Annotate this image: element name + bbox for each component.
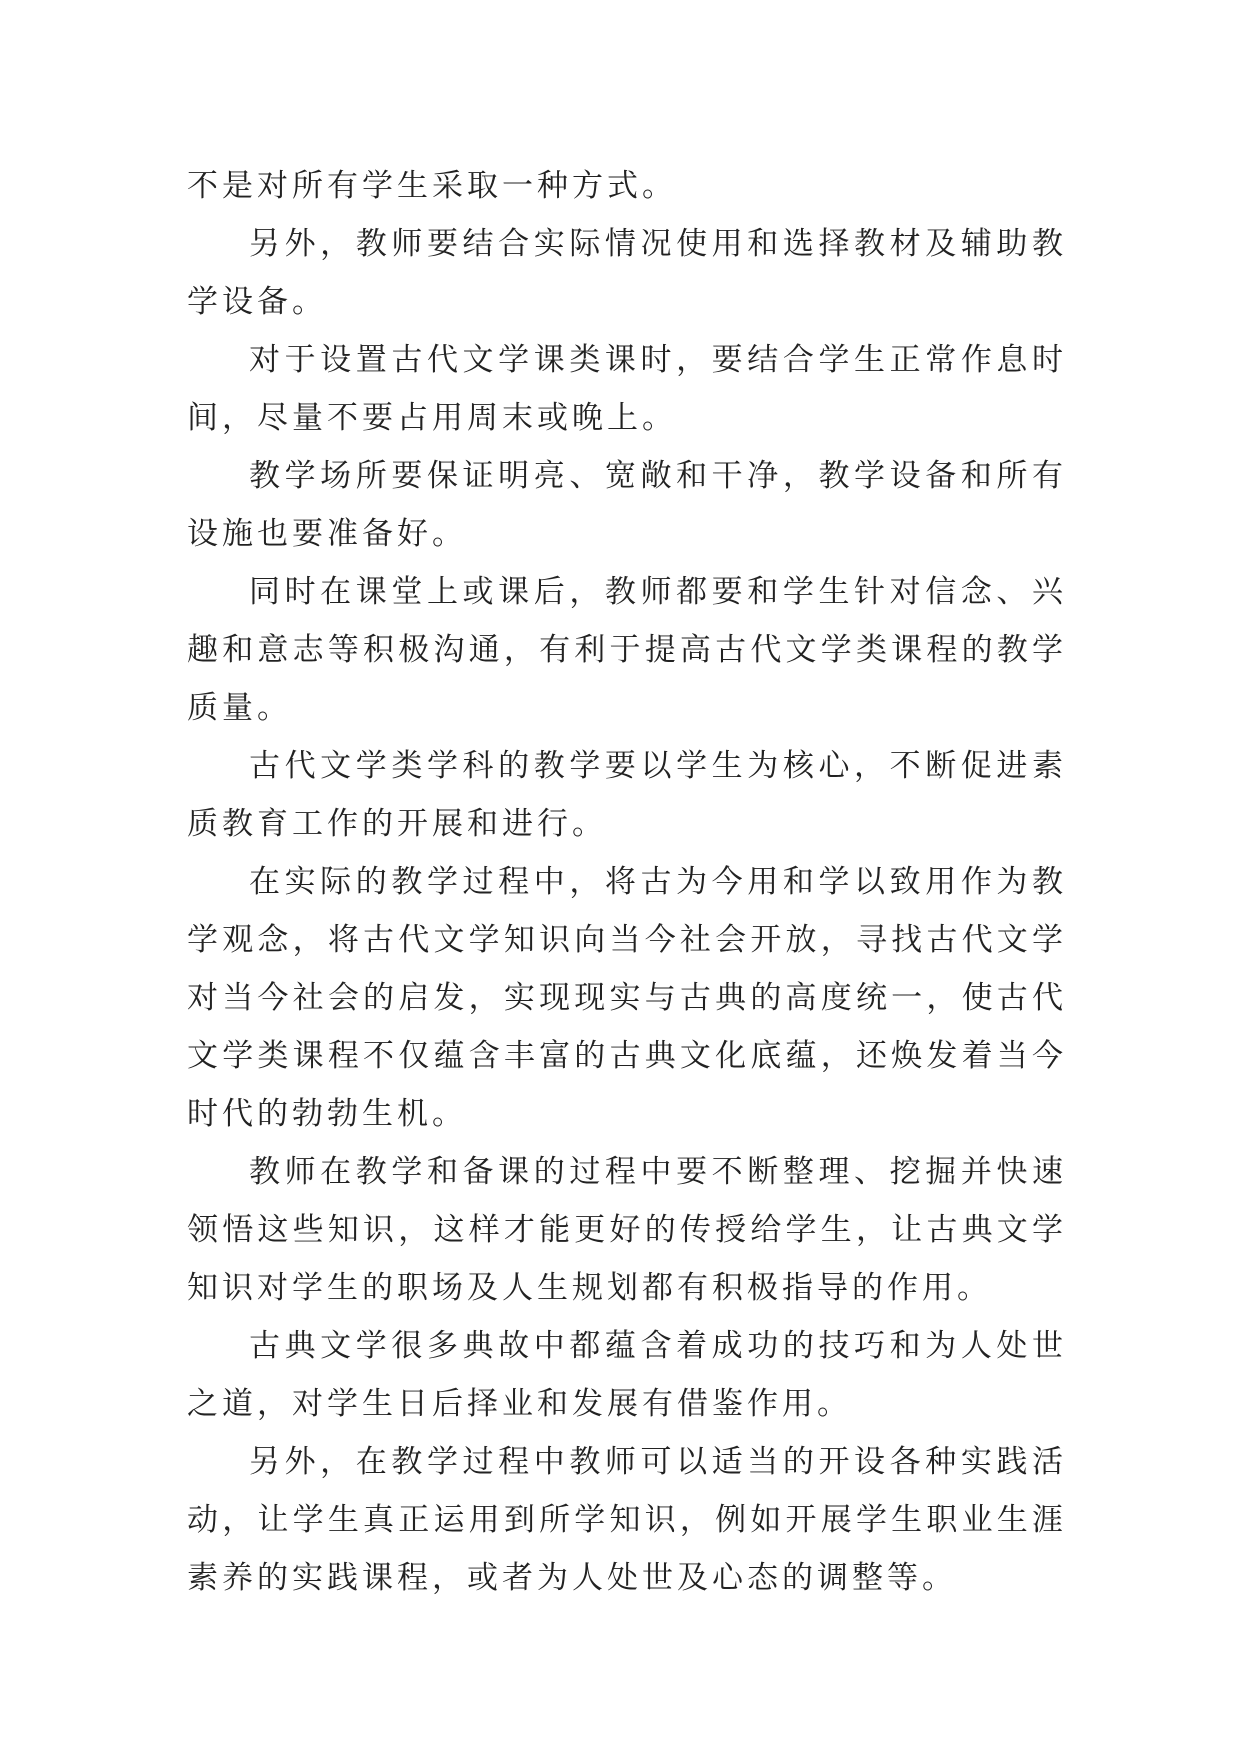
paragraph-continuation: 不是对所有学生采取一种方式。 [187,168,677,204]
paragraph: 教师在教学和备课的过程中要不断整理、挖掘并快速领悟这些知识，这样才能更好的传授给学生，让古典文学知识对学生的职场及人生规划都有积极指导的作用。 [187,1154,1067,1306]
paragraph: 另外，教师要结合实际情况使用和选择教材及辅助教学设备。 [187,226,1067,320]
paragraph: 古典文学很多典故中都蕴含着成功的技巧和为人处世之道，对学生日后择业和发展有借鉴作用。 [187,1328,1067,1422]
body-text [187,157,1067,1607]
paragraph: 对于设置古代文学课类课时，要结合学生正常作息时间，尽量不要占用周末或晚上。 [187,342,1067,436]
paragraph: 在实际的教学过程中，将古为今用和学以致用作为教学观念，将古代文学知识向当今社会开放，寻找古代文学对当今社会的启发，实现现实与古典的高度统一，使古代文学类课程不仅蕴含丰富的古典文化底蕴，还焕发着当今时代的勃勃生机。 [187,864,1067,1132]
paragraph: 教学场所要保证明亮、宽敞和干净，教学设备和所有设施也要准备好。 [187,458,1067,552]
paragraph: 另外，在教学过程中教师可以适当的开设各种实践活动，让学生真正运用到所学知识，例如开展学生职业生涯素养的实践课程，或者为人处世及心态的调整等。 [187,1444,1067,1596]
paragraph: 古代文学类学科的教学要以学生为核心，不断促进素质教育工作的开展和进行。 [187,748,1067,842]
paragraph: 同时在课堂上或课后，教师都要和学生针对信念、兴趣和意志等积极沟通，有利于提高古代文学类课程的教学质量。 [187,574,1067,726]
